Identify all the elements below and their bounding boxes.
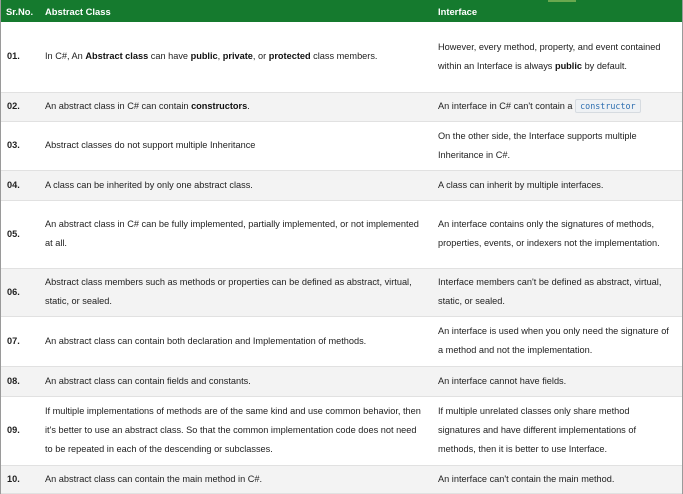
table-row [1, 465, 682, 493]
bold-text: protected [268, 51, 311, 62]
abstract-cell: Abstract class members such as methods or properties can be defined as abstract, virtual, static, or sealed. [41, 268, 433, 316]
table-row [1, 92, 682, 121]
cell-text: , or [252, 51, 269, 62]
table-row [1, 22, 682, 92]
table-row [1, 121, 682, 170]
interface-cell [433, 92, 682, 121]
header-abstract-class: Abstract Class [45, 5, 111, 17]
interface-cell: An interface can't contain the main method. [433, 465, 682, 493]
abstract-cell: A class can be inherited by only one abstract class. [41, 170, 433, 200]
cell-text: However, every method, property, and event contained within an Interface is always [438, 41, 661, 71]
cell-text: class members. [310, 51, 378, 62]
row-number: 04. [1, 170, 41, 200]
abstract-cell: An abstract class can contain fields and constants. [41, 366, 433, 396]
bold-text: public [554, 60, 583, 71]
abstract-cell: An abstract class can contain both declaration and Implementation of methods. [41, 316, 433, 366]
row-number: 05. [1, 200, 41, 268]
bold-text: public [190, 51, 218, 62]
header-accent-mark [548, 0, 576, 2]
bold-text: Abstract class [85, 51, 149, 62]
table-row [1, 200, 682, 268]
row-number: 09. [1, 396, 41, 465]
interface-cell: On the other side, the Interface supports multiple Inheritance in C#. [433, 121, 682, 170]
table-header-row [1, 0, 682, 22]
cell-text: can have [148, 51, 191, 62]
cell-text: . [247, 101, 250, 111]
row-number: 02. [1, 92, 41, 121]
code-snippet: constructor [575, 99, 640, 113]
interface-cell: If multiple unrelated classes only share method signatures and have different implementations of methods, then it is better to use Interface. [433, 396, 682, 465]
abstract-cell [41, 22, 433, 92]
cell-text: An abstract class in C# can contain [45, 101, 192, 111]
table-row [1, 170, 682, 200]
row-number: 07. [1, 316, 41, 366]
comparison-table [1, 0, 682, 494]
table-row [1, 268, 682, 316]
interface-cell: An interface contains only the signatures of methods, properties, events, or indexers not the implementation. [433, 200, 682, 268]
row-number: 06. [1, 268, 41, 316]
row-number: 08. [1, 366, 41, 396]
header-sr-no: Sr.No. [6, 5, 34, 17]
row-number: 10. [1, 465, 41, 493]
interface-cell: An interface cannot have fields. [433, 366, 682, 396]
table-row [1, 316, 682, 366]
interface-cell: An interface is used when you only need the signature of a method and not the implementation. [433, 316, 682, 366]
interface-cell: A class can inherit by multiple interfaces. [433, 170, 682, 200]
abstract-cell [41, 92, 433, 121]
abstract-cell: Abstract classes do not support multiple Inheritance [41, 121, 433, 170]
cell-text: , [217, 51, 223, 62]
row-number: 01. [1, 22, 41, 92]
abstract-cell: An abstract class in C# can be fully implemented, partially implemented, or not implemented at all. [41, 200, 433, 268]
table-row [1, 366, 682, 396]
row-number: 03. [1, 121, 41, 170]
abstract-cell: An abstract class can contain the main method in C#. [41, 465, 433, 493]
bold-text: constructors [191, 101, 248, 111]
interface-cell: Interface members can't be defined as abstract, virtual, static, or sealed. [433, 268, 682, 316]
bold-text: private [222, 51, 253, 62]
cell-text: An interface in C# can't contain a [438, 101, 576, 111]
cell-text: In C#, An [45, 51, 86, 62]
interface-cell [433, 22, 682, 92]
header-interface: Interface [438, 5, 478, 17]
cell-text: by default. [582, 60, 627, 71]
table-row [1, 396, 682, 465]
abstract-cell: If multiple implementations of methods are of the same kind and use common behavior, then it's better to use an abstract class. So that the common implementation code does not need to be repeated in each of the descending or subclasses. [41, 396, 433, 465]
